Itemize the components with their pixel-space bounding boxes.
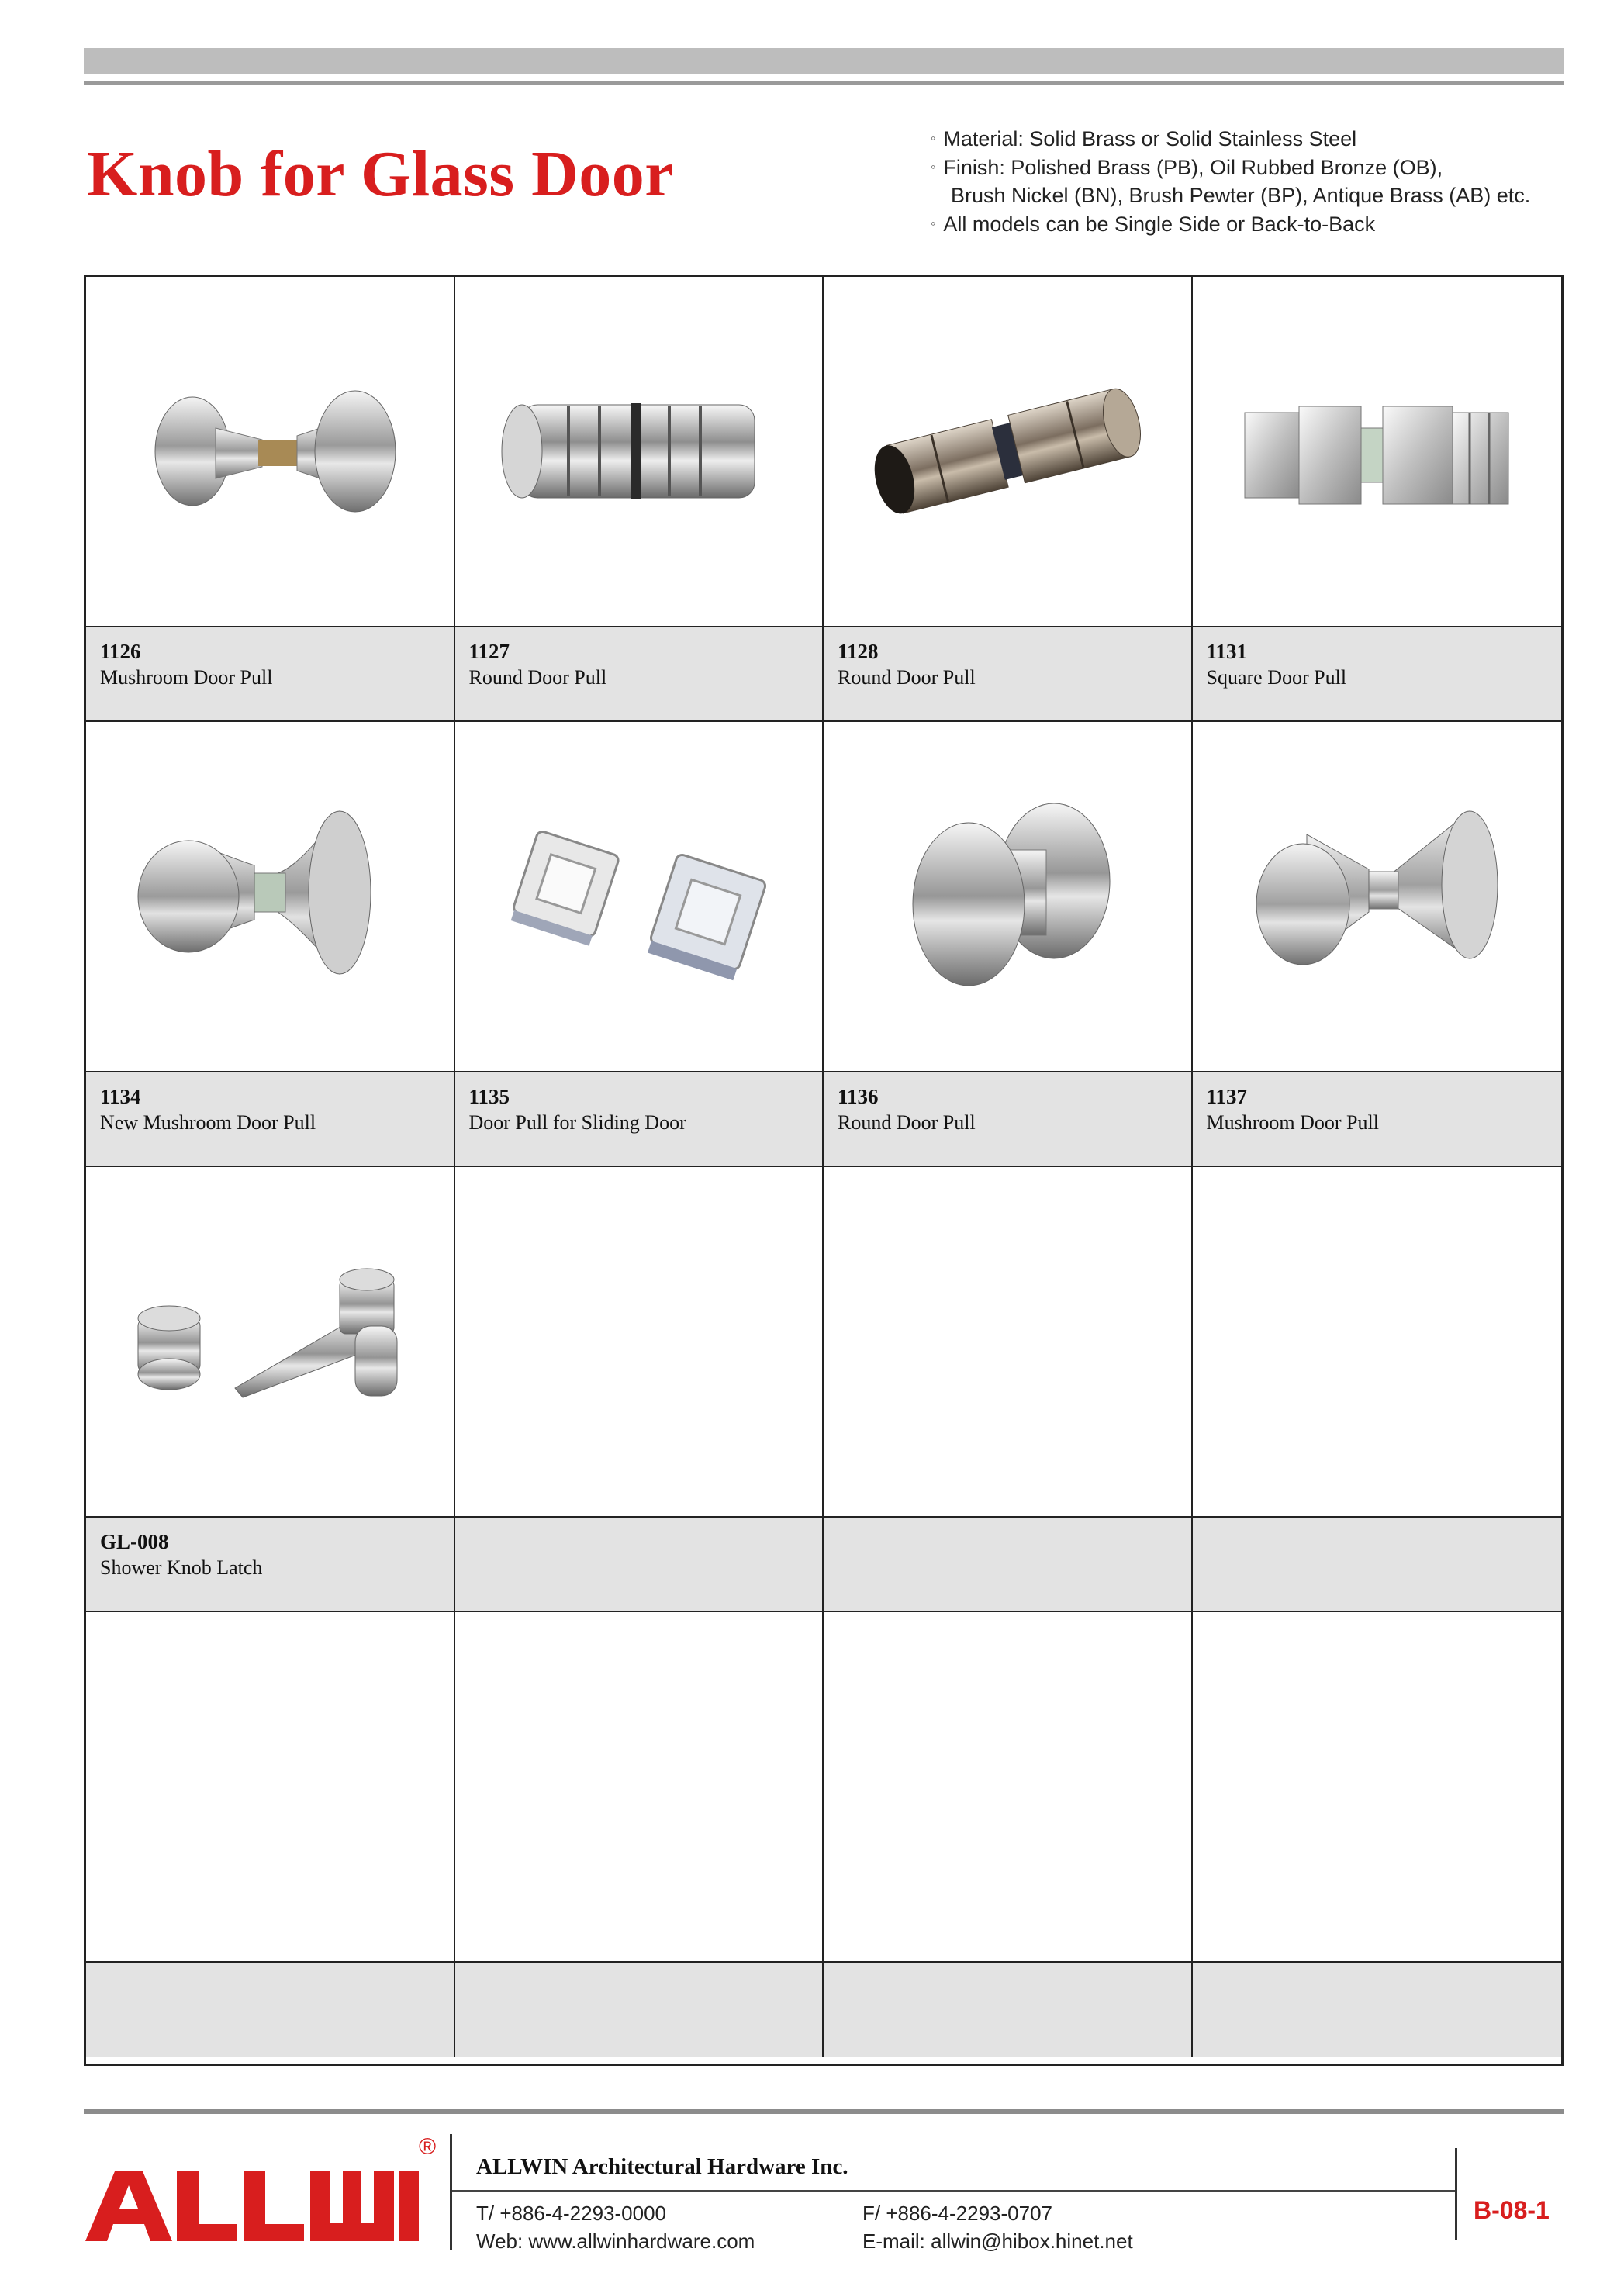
product-image-cell <box>1193 722 1562 1072</box>
footer-divider <box>450 2134 452 2250</box>
page-code: B-08-1 <box>1474 2196 1550 2224</box>
product-code: 1127 <box>468 640 510 663</box>
product-image-cell <box>86 722 455 1072</box>
product-code: 1126 <box>100 640 141 663</box>
company-name: ALLWIN Architectural Hardware Inc. <box>476 2154 848 2179</box>
shower-latch-icon <box>107 1225 433 1458</box>
product-name: Square Door Pull <box>1206 666 1347 689</box>
square-pull-icon <box>1214 335 1539 568</box>
spec-item: Brush Nickel (BN), Brush Pewter (BP), Antique Brass (AB) etc. <box>951 184 1531 207</box>
product-caption <box>86 1072 455 1167</box>
empty-caption <box>824 1963 1193 2057</box>
contact-rule <box>452 2190 1456 2192</box>
empty-image-cell <box>824 1612 1193 1963</box>
empty-image-cell <box>1193 1612 1562 1963</box>
product-name: Round Door Pull <box>468 666 607 689</box>
sliding-door-pull-icon <box>475 780 801 1013</box>
product-image-cell <box>455 277 824 627</box>
empty-caption <box>86 1963 455 2057</box>
fax-number: F/ +886-4-2293-0707 <box>862 2202 1053 2225</box>
product-name: Shower Knob Latch <box>100 1556 263 1579</box>
product-name: Mushroom Door Pull <box>1206 1111 1379 1134</box>
spec-item: ◦ Material: Solid Brass or Solid Stainless Steel <box>931 127 1357 150</box>
product-caption <box>824 627 1193 722</box>
product-image-cell <box>824 722 1193 1072</box>
product-image-cell <box>824 277 1193 627</box>
header-rule <box>84 81 1564 85</box>
email-link[interactable]: E-mail: allwin@hibox.hinet.net <box>862 2230 1133 2253</box>
empty-caption <box>1193 1963 1562 2057</box>
footer-rule <box>84 2109 1564 2114</box>
product-image-cell <box>455 722 824 1072</box>
mushroom-pull-icon <box>107 335 433 568</box>
page-title: Knob for Glass Door <box>87 138 675 210</box>
product-code: 1134 <box>100 1085 141 1108</box>
round-bronze-pull-icon <box>845 335 1170 568</box>
product-grid <box>84 275 1564 2066</box>
product-image-cell <box>1193 277 1562 627</box>
spec-item: ◦ Finish: Polished Brass (PB), Oil Rubbed Bronze (OB), <box>931 156 1443 179</box>
footer-divider-right <box>1455 2148 1457 2240</box>
product-caption <box>455 1072 824 1167</box>
product-name: Round Door Pull <box>838 666 976 689</box>
product-image-cell <box>86 1167 455 1518</box>
registered-mark: ® <box>419 2134 437 2160</box>
product-name: Door Pull for Sliding Door <box>468 1111 686 1134</box>
phone-number: T/ +886-4-2293-0000 <box>476 2202 667 2225</box>
empty-caption <box>455 1518 824 1612</box>
product-code: 1131 <box>1206 640 1248 663</box>
product-caption <box>86 1518 455 1612</box>
product-caption <box>455 627 824 722</box>
empty-image-cell <box>86 1612 455 1963</box>
cone-mushroom-pull-icon <box>1214 780 1539 1013</box>
allwin-logo <box>85 2156 419 2249</box>
spec-list <box>931 124 1567 238</box>
contact-right <box>862 2199 1133 2255</box>
empty-caption <box>455 1963 824 2057</box>
spec-item: ◦ All models can be Single Side or Back-to-Back <box>931 212 1376 236</box>
header-bar <box>84 48 1564 74</box>
product-name: Round Door Pull <box>838 1111 976 1134</box>
empty-caption <box>1193 1518 1562 1612</box>
empty-image-cell <box>1193 1167 1562 1518</box>
empty-image-cell <box>824 1167 1193 1518</box>
website-link[interactable]: Web: www.allwinhardware.com <box>476 2230 755 2253</box>
product-code: 1128 <box>838 640 879 663</box>
product-code: 1135 <box>468 1085 510 1108</box>
empty-image-cell <box>455 1167 824 1518</box>
product-code: 1137 <box>1206 1085 1248 1108</box>
contact-left <box>476 2199 755 2255</box>
round-ribbed-pull-icon <box>475 335 801 568</box>
product-name: New Mushroom Door Pull <box>100 1111 316 1134</box>
product-code: 1136 <box>838 1085 879 1108</box>
product-caption <box>1193 1072 1562 1167</box>
product-name: Mushroom Door Pull <box>100 666 273 689</box>
product-caption <box>1193 627 1562 722</box>
product-code: GL-008 <box>100 1530 169 1553</box>
new-mushroom-pull-icon <box>107 780 433 1013</box>
product-image-cell <box>86 277 455 627</box>
empty-image-cell <box>455 1612 824 1963</box>
round-knob-pull-icon <box>845 780 1170 1013</box>
product-caption <box>86 627 455 722</box>
empty-caption <box>824 1518 1193 1612</box>
product-caption <box>824 1072 1193 1167</box>
